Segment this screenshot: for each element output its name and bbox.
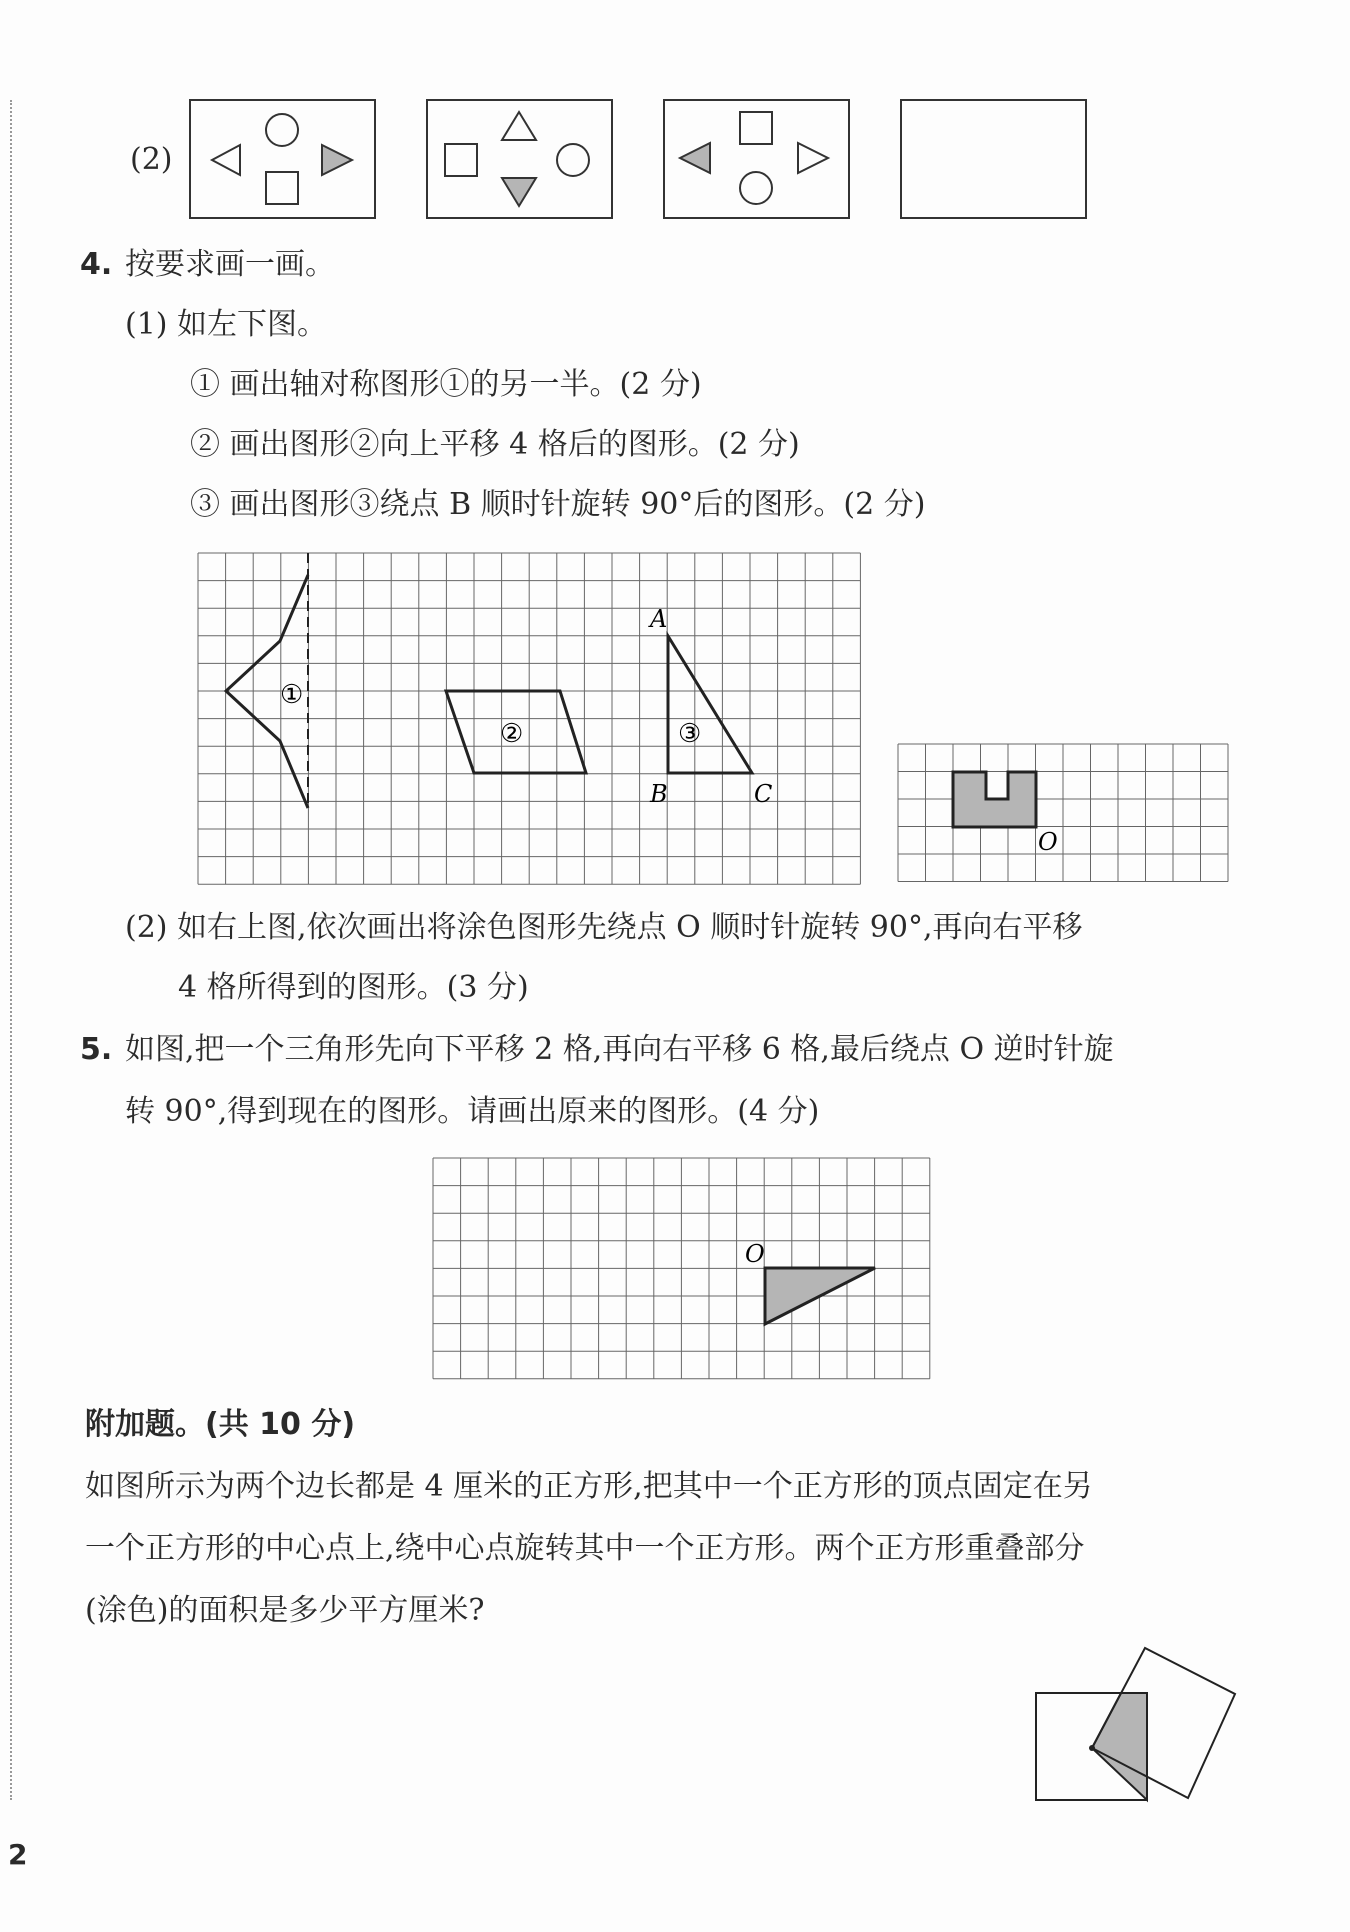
grid-figure-left: [198, 553, 862, 884]
shape-1-label: ①: [280, 680, 304, 710]
pattern-box-3: [664, 100, 849, 218]
shaded-u-shape: [953, 772, 1036, 827]
q4-task2: ② 画出图形②向上平移 4 格后的图形。(2 分): [190, 427, 800, 462]
point-C-label: C: [754, 780, 773, 808]
q4-part1-intro: (1) 如左下图。: [125, 307, 328, 342]
triangle-right-shaded-icon: [322, 145, 352, 175]
bonus-title: 附加题。(共 10 分): [85, 1407, 356, 1442]
pattern-box-2: [427, 100, 612, 218]
triangle-left-icon: [212, 145, 240, 175]
point-O-label: O: [1038, 828, 1058, 856]
circle-icon: [740, 172, 772, 204]
bonus-line2: 一个正方形的中心点上,绕中心点旋转其中一个正方形。两个正方形重叠部分: [85, 1531, 1085, 1566]
q4-part2-line2: 4 格所得到的图形。(3 分): [178, 970, 529, 1005]
q4-number: 4.: [80, 247, 113, 282]
binding-margin-line: [10, 100, 12, 1800]
square-icon: [445, 144, 477, 176]
row-label: (2): [130, 142, 173, 177]
pattern-box-1: [190, 100, 375, 218]
grid-lines: [898, 744, 1228, 882]
triangle-left-shaded-icon: [680, 143, 710, 173]
bonus-line1: 如图所示为两个边长都是 4 厘米的正方形,把其中一个正方形的顶点固定在另: [85, 1469, 1093, 1504]
center-point: [1089, 1745, 1095, 1751]
grid-figure-q5: [433, 1158, 931, 1379]
point-O-label: O: [745, 1240, 765, 1268]
square-icon: [266, 172, 298, 204]
point-A-label: A: [650, 605, 668, 633]
q5-line2: 转 90°,得到现在的图形。请画出原来的图形。(4 分): [125, 1094, 820, 1129]
shape-3-triangle: [668, 636, 752, 773]
circle-icon: [557, 144, 589, 176]
q5-line1: 如图,把一个三角形先向下平移 2 格,再向右平移 6 格,最后绕点 O 逆时针旋: [125, 1032, 1114, 1067]
pattern-box-4-empty: [901, 100, 1086, 218]
square-icon: [740, 112, 772, 144]
q5-number: 5.: [80, 1032, 113, 1067]
triangle-right-icon: [798, 143, 828, 173]
circle-icon: [266, 114, 298, 146]
shape-2-label: ②: [500, 719, 524, 749]
q4-part2-line1: (2) 如右上图,依次画出将涂色图形先绕点 O 顺时针旋转 90°,再向右平移: [125, 910, 1083, 945]
q4-title: 按要求画一画。: [125, 247, 335, 282]
shape-3-label: ③: [678, 719, 702, 749]
grid-figure-right: [898, 744, 1228, 884]
q4-task3: ③ 画出图形③绕点 B 顺时针旋转 90°后的图形。(2 分): [190, 487, 926, 522]
bonus-line3: (涂色)的面积是多少平方厘米?: [85, 1593, 485, 1628]
point-B-label: B: [650, 780, 668, 808]
overlap-shaded-region: [1092, 1693, 1147, 1800]
triangle-down-shaded-icon: [502, 178, 536, 206]
page-number: 2: [8, 1838, 28, 1871]
rotated-squares-figure: [1030, 1640, 1250, 1820]
triangle-up-icon: [502, 112, 536, 140]
q4-task1: ① 画出轴对称图形①的另一半。(2 分): [190, 367, 702, 402]
